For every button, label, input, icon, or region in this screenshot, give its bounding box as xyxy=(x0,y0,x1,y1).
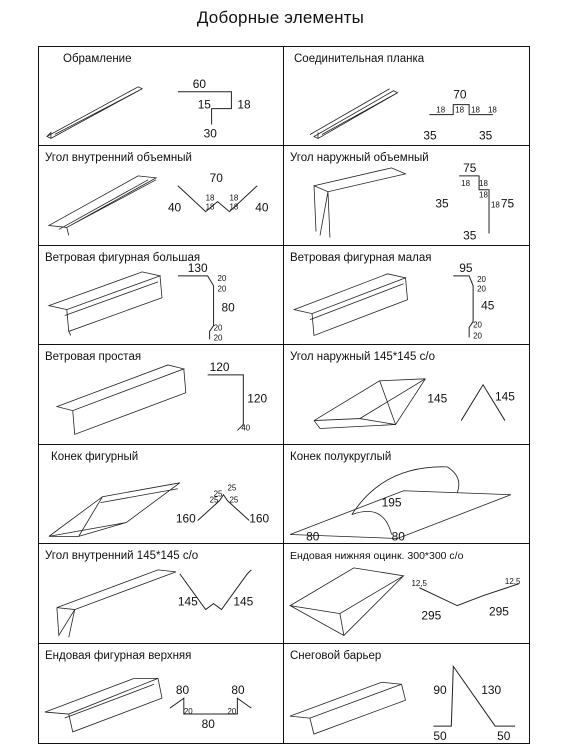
dim-label: 160 xyxy=(249,511,270,526)
dim-label: 80 xyxy=(306,529,320,544)
dim-label: 80 xyxy=(391,529,405,544)
dim-label: 15 xyxy=(197,97,211,112)
item-drawing xyxy=(39,445,283,543)
dim-label: 90 xyxy=(433,682,447,697)
dim-label: 45 xyxy=(481,298,495,313)
dim-label: 20 xyxy=(217,273,227,283)
item-drawing xyxy=(284,345,529,443)
dim-label: 60 xyxy=(192,76,206,91)
cell-label: Ветровая простая xyxy=(45,351,142,364)
dim-label: 20 xyxy=(213,323,223,333)
dim-label: 20 xyxy=(473,331,482,341)
dim-label: 40 xyxy=(241,423,251,433)
dim-label: 130 xyxy=(481,682,502,697)
dim-label: 18 xyxy=(205,194,215,204)
dim-label: 130 xyxy=(187,260,208,275)
cell-label: Угол внутренний объемный xyxy=(45,152,192,165)
dim-label: 50 xyxy=(433,728,447,743)
dim-label: 195 xyxy=(381,495,402,510)
cell-label: Конек полукруглый xyxy=(290,450,392,463)
dim-label: 295 xyxy=(489,604,509,619)
item-drawing xyxy=(284,47,529,145)
dim-label: 145 xyxy=(233,594,254,609)
cell-label: Снеговой барьер xyxy=(290,649,382,662)
dim-label: 20 xyxy=(183,706,193,716)
item-drawing xyxy=(39,246,283,344)
dim-label: 80 xyxy=(231,682,245,697)
dim-label: 50 xyxy=(497,728,511,743)
cell-vetrovaya-figurnaya-bolshaya xyxy=(39,246,284,345)
dim-label: 18 xyxy=(436,105,446,115)
dim-label: 20 xyxy=(477,274,486,284)
dim-label: 18 xyxy=(479,179,488,189)
dim-label: 18 xyxy=(205,203,215,213)
cell-label: Ендовая нижняя оцинк. 300*300 с/о xyxy=(290,550,464,563)
dim-label: 18 xyxy=(491,201,500,211)
cell-endovaya-figurnaya-verkhnyaya xyxy=(39,644,284,743)
dim-label: 20 xyxy=(217,284,227,294)
dim-label: 18 xyxy=(455,105,465,115)
cell-ugol-vnutrenniy-145 xyxy=(39,544,284,643)
dim-label: 18 xyxy=(488,105,497,115)
cell-konek-polukruglyy xyxy=(284,445,529,544)
cell-label: Угол внутренний 145*145 с/о xyxy=(45,550,199,563)
dim-label: 25 xyxy=(229,495,239,505)
page-title: Доборные элементы xyxy=(196,8,365,27)
dim-label: 295 xyxy=(421,608,442,623)
cell-konek-figurnyy xyxy=(39,445,284,544)
item-drawing xyxy=(284,445,529,543)
dim-label: 35 xyxy=(435,197,449,212)
cell-ugol-naruzhnyy-obemnyy xyxy=(284,146,529,245)
item-drawing xyxy=(284,146,529,244)
item-drawing xyxy=(39,544,283,642)
cell-ugol-naruzhnyy-145 xyxy=(284,345,529,444)
dim-label: 20 xyxy=(473,320,482,330)
item-drawing xyxy=(39,345,283,443)
dim-label: 20 xyxy=(477,284,486,294)
dim-label: 20 xyxy=(227,706,237,716)
dim-label: 160 xyxy=(175,511,196,526)
dim-label: 70 xyxy=(453,87,467,102)
dim-label: 145 xyxy=(427,391,448,406)
cell-vetrovaya-figurnaya-malaya xyxy=(284,246,529,345)
item-drawing xyxy=(39,644,283,743)
item-drawing xyxy=(284,544,529,642)
cell-soedinitelnaya-planka xyxy=(284,47,529,146)
cell-label: Ветровая фигурная большая xyxy=(45,251,201,264)
cell-vetrovaya-prostaya xyxy=(39,345,284,444)
dim-label: 18 xyxy=(237,97,251,112)
dim-label: 35 xyxy=(463,228,477,243)
dim-label: 35 xyxy=(423,128,437,143)
dim-label: 120 xyxy=(247,391,268,406)
dim-label: 12,5 xyxy=(411,578,427,588)
dim-label: 30 xyxy=(203,126,217,141)
dim-label: 25 xyxy=(213,489,223,499)
item-drawing xyxy=(284,644,529,743)
cell-ugol-vnutrenniy-obemnyy xyxy=(39,146,284,245)
dim-label: 120 xyxy=(209,360,230,375)
cell-endovaya-nizhnyaya xyxy=(284,544,529,643)
dim-label: 25 xyxy=(227,483,237,493)
item-drawing xyxy=(284,246,529,344)
cell-label: Соединительная планка xyxy=(294,53,425,65)
dim-label: 18 xyxy=(229,203,239,213)
dim-label: 12,5 xyxy=(504,576,521,586)
cell-label: Обрамление xyxy=(63,53,132,65)
catalog-grid xyxy=(38,46,530,744)
cell-obramlenie xyxy=(39,47,284,146)
cell-label: Угол наружный 145*145 с/о xyxy=(290,351,435,364)
dim-label: 18 xyxy=(461,179,471,189)
cell-label: Угол наружный объемный xyxy=(290,152,429,165)
dim-label: 80 xyxy=(201,716,215,731)
dim-label: 40 xyxy=(167,200,182,215)
dim-label: 18 xyxy=(229,194,239,204)
dim-label: 145 xyxy=(494,389,515,404)
dim-label: 25 xyxy=(209,495,219,505)
cell-label: Конек фигурный xyxy=(51,450,139,463)
cell-snegovoy-barer xyxy=(284,644,529,743)
dim-label: 40 xyxy=(255,200,269,215)
item-drawing xyxy=(39,47,283,145)
dim-label: 80 xyxy=(221,300,235,315)
dim-label: 18 xyxy=(479,191,488,201)
dim-label: 145 xyxy=(177,594,198,609)
dim-label: 75 xyxy=(463,161,477,176)
cell-label: Ветровая фигурная малая xyxy=(290,251,432,264)
dim-label: 95 xyxy=(459,260,473,275)
dim-label: 35 xyxy=(479,128,493,143)
dim-label: 18 xyxy=(471,105,480,115)
dim-label: 70 xyxy=(209,171,223,186)
dim-label: 20 xyxy=(213,333,223,343)
dim-label: 75 xyxy=(500,197,515,212)
dim-label: 80 xyxy=(175,682,190,697)
cell-label: Ендовая фигурная верхняя xyxy=(45,649,192,662)
item-drawing xyxy=(39,146,283,244)
